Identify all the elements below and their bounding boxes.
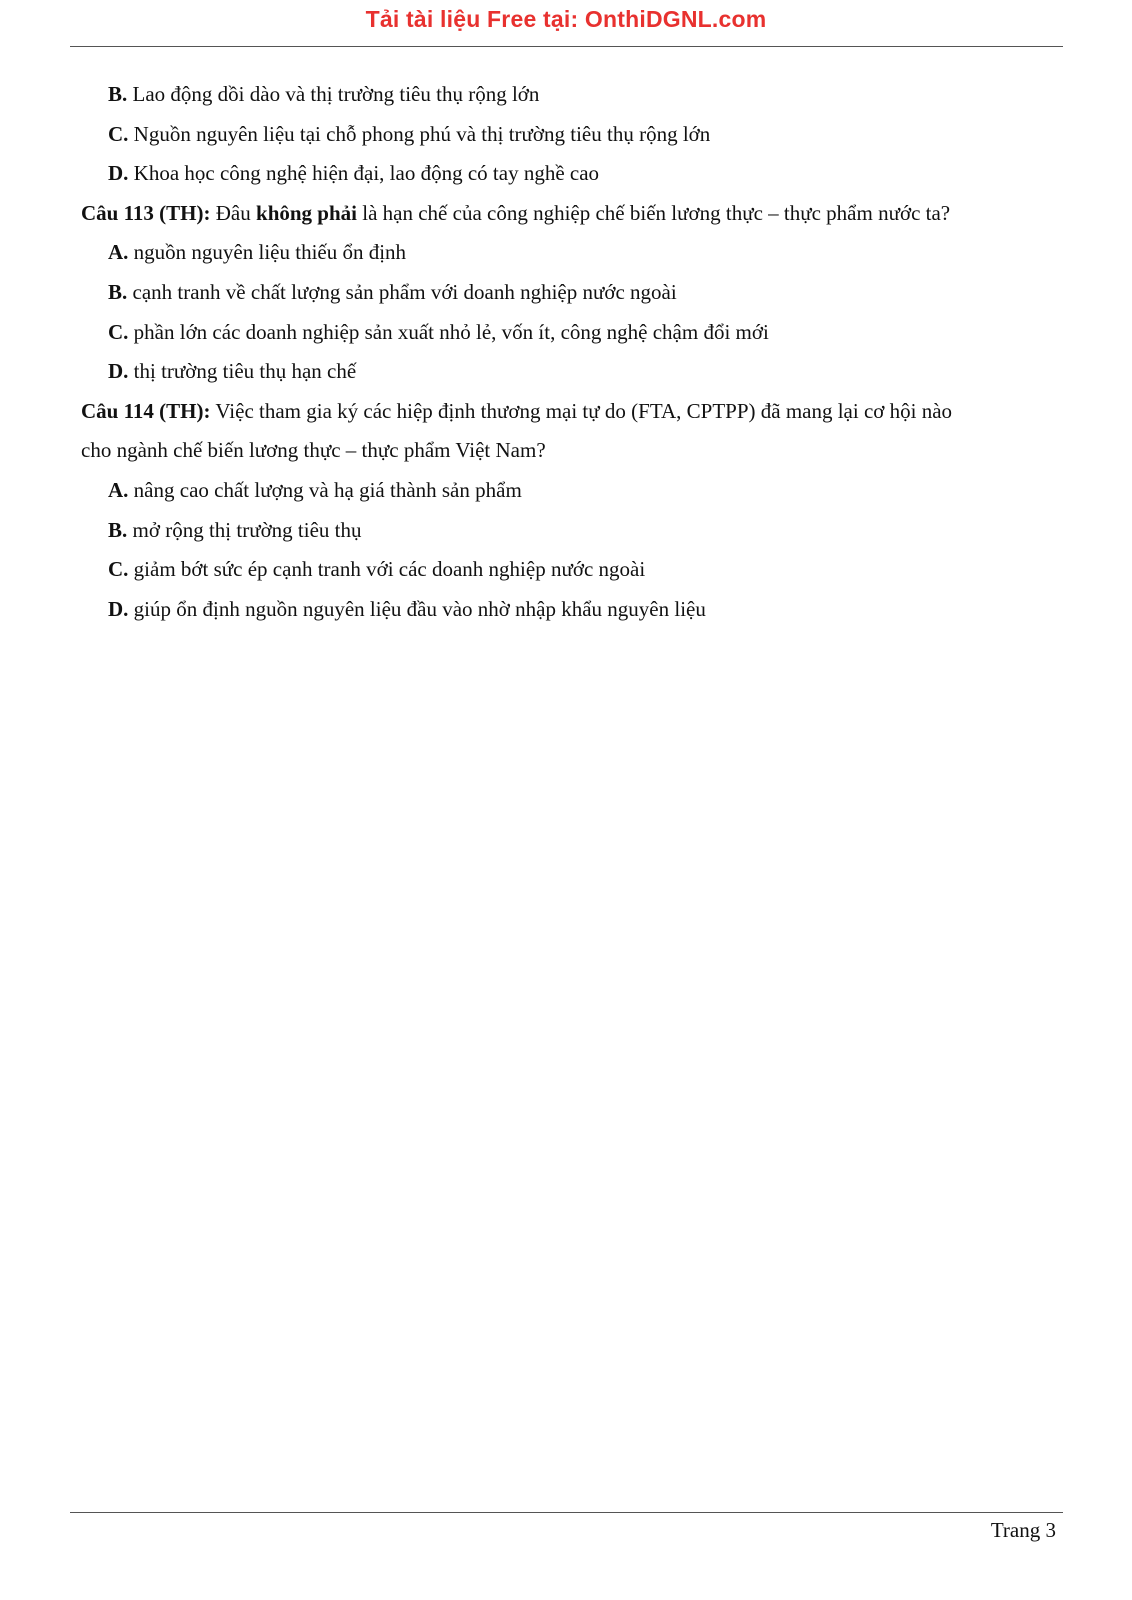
page-number: Trang 3 bbox=[990, 1518, 1056, 1542]
q113-option-b bbox=[81, 273, 1066, 313]
option-letter: C. bbox=[108, 557, 129, 582]
option-d-prev bbox=[81, 154, 1066, 194]
option-c-prev bbox=[81, 115, 1066, 155]
option-b-prev bbox=[81, 75, 1066, 115]
header-divider bbox=[70, 46, 1063, 47]
option-letter: D. bbox=[108, 161, 129, 186]
option-letter: C. bbox=[108, 319, 129, 344]
option-letter: B. bbox=[108, 82, 128, 106]
question-label: Câu 113 (TH): bbox=[81, 200, 211, 225]
question-text-before: Đâu bbox=[215, 200, 251, 225]
option-text: mở rộng thị trường tiêu thụ bbox=[132, 517, 362, 542]
option-text: Khoa học công nghệ hiện đại, lao động có tay nghề cao bbox=[133, 161, 600, 186]
option-letter: D. bbox=[108, 359, 129, 384]
option-text: giúp ổn định nguồn nguyên liệu đầu vào nhờ nhập khẩu nguyên liệu bbox=[133, 596, 706, 621]
question-text-line1: Việc tham gia ký các hiệp định thương mại tự do (FTA, CPTPP) đã mang lại cơ hội nào bbox=[215, 398, 953, 423]
option-letter: A. bbox=[108, 240, 129, 265]
q114-option-c bbox=[81, 550, 1066, 590]
option-letter: C. bbox=[108, 121, 129, 146]
question-114 bbox=[81, 392, 1066, 432]
q113-option-a bbox=[81, 233, 1066, 273]
option-text: cạnh tranh về chất lượng sản phẩm với doanh nghiệp nước ngoài bbox=[132, 279, 677, 304]
page-content bbox=[81, 75, 1066, 629]
option-text: phần lớn các doanh nghiệp sản xuất nhỏ lẻ, vốn ít, công nghệ chậm đổi mới bbox=[133, 319, 769, 344]
option-letter: A. bbox=[108, 477, 129, 502]
option-letter: B. bbox=[108, 517, 128, 542]
header-banner-link[interactable]: Tải tài liệu Free tại: OnthiDGNL.com bbox=[365, 6, 767, 32]
option-text: nâng cao chất lượng và hạ giá thành sản phẩm bbox=[133, 477, 522, 502]
footer-divider bbox=[70, 1512, 1063, 1513]
option-text: giảm bớt sức ép cạnh tranh với các doanh nghiệp nước ngoài bbox=[133, 557, 646, 582]
q114-option-d bbox=[81, 590, 1066, 630]
q114-option-a bbox=[81, 471, 1066, 511]
question-114-cont bbox=[81, 431, 1066, 471]
question-text-after: là hạn chế của công nghiệp chế biến lương thực – thực phẩm nước ta? bbox=[362, 200, 951, 225]
question-text-line2: cho ngành chế biến lương thực – thực phẩm Việt Nam? bbox=[81, 438, 546, 463]
q113-option-c bbox=[81, 313, 1066, 353]
option-text: Nguồn nguyên liệu tại chỗ phong phú và thị trường tiêu thụ rộng lớn bbox=[133, 121, 711, 146]
q113-option-d bbox=[81, 352, 1066, 392]
option-text: nguồn nguyên liệu thiếu ổn định bbox=[133, 240, 407, 265]
option-letter: B. bbox=[108, 279, 128, 304]
question-emphasis: không phải bbox=[256, 200, 357, 225]
option-letter: D. bbox=[108, 596, 129, 621]
option-text: thị trường tiêu thụ hạn chế bbox=[133, 359, 357, 384]
question-label: Câu 114 (TH): bbox=[81, 398, 211, 423]
option-text: Lao động dồi dào và thị trường tiêu thụ rộng lớn bbox=[132, 82, 540, 106]
question-113 bbox=[81, 194, 1066, 234]
q114-option-b bbox=[81, 511, 1066, 551]
